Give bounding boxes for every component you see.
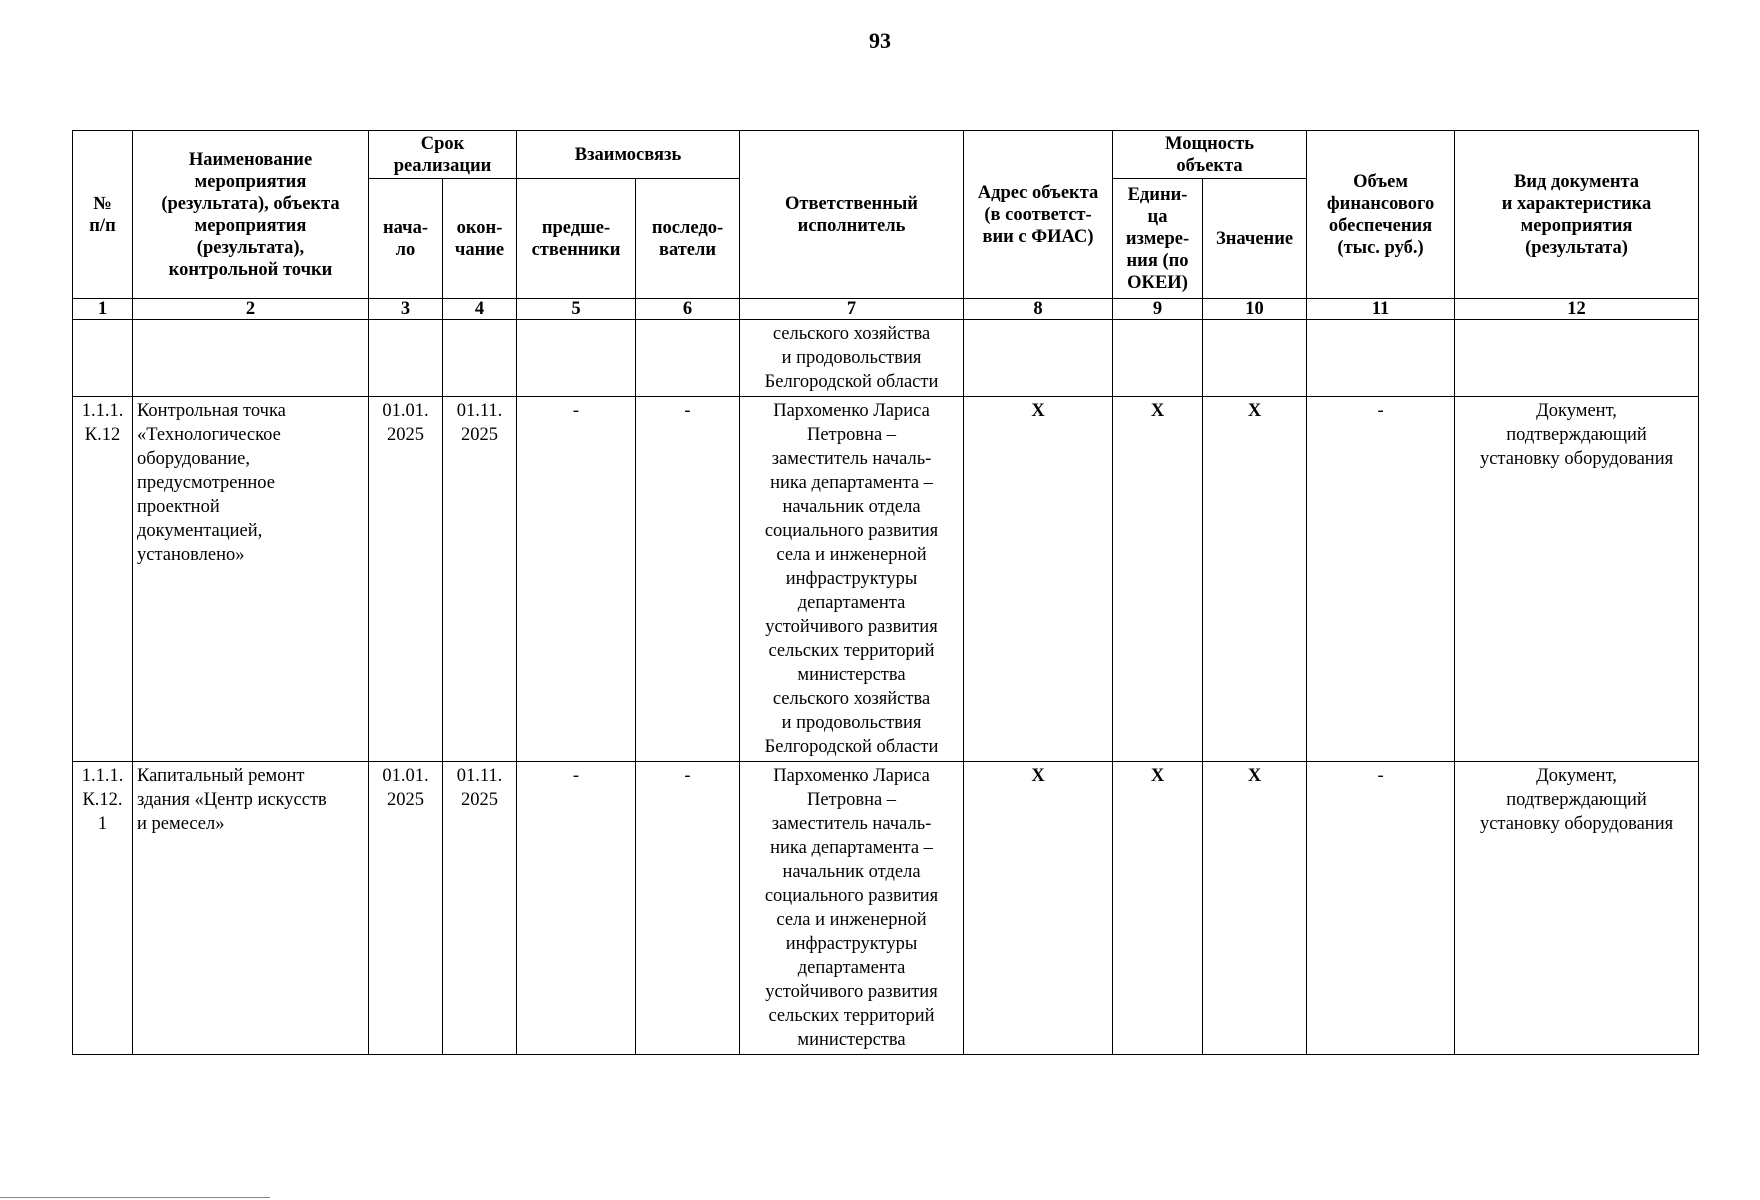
header-name: Наименование мероприятия (результата), объекта мероприятия (результата), контрольной точки <box>133 131 369 299</box>
row-start <box>369 320 443 397</box>
row-doc: Документ, подтверждающий установку оборудования <box>1455 397 1699 762</box>
row-doc <box>1455 320 1699 397</box>
row-num: 1.1.1. К.12 <box>73 397 133 762</box>
row-doc: Документ, подтверждающий установку оборудования <box>1455 762 1699 1055</box>
row-unit: Х <box>1113 762 1203 1055</box>
column-number: 7 <box>740 299 964 320</box>
bottom-rule <box>0 1197 270 1198</box>
row-name: Контрольная точка «Технологическое оборудование, предусмотренное проектной документацией, установлено» <box>133 397 369 762</box>
row-responsible: Пархоменко Лариса Петровна – заместитель началь- ника департамента – начальник отдела социального развития села и инженерной инфраструктуры департамента устойчивого развития сельских территорий министерства <box>740 762 964 1055</box>
column-number: 4 <box>443 299 517 320</box>
row-num: 1.1.1. К.12. 1 <box>73 762 133 1055</box>
column-number: 3 <box>369 299 443 320</box>
row-unit <box>1113 320 1203 397</box>
header-relation-prev: предше- ственники <box>517 179 636 299</box>
row-num <box>73 320 133 397</box>
row-funding: - <box>1307 397 1455 762</box>
header-funding: Объем финансового обеспечения (тыс. руб.) <box>1307 131 1455 299</box>
header-responsible: Ответственный исполнитель <box>740 131 964 299</box>
column-number-row <box>73 299 1699 320</box>
table-row <box>73 762 1699 1055</box>
row-responsible: Пархоменко Лариса Петровна – заместитель началь- ника департамента – начальник отдела социального развития села и инженерной инфраструктуры департамента устойчивого развития сельских территорий министерства сельского хозяйства и продовольствия Белгородской области <box>740 397 964 762</box>
row-address: Х <box>964 762 1113 1055</box>
header-relation-group: Взаимосвязь <box>517 131 740 179</box>
row-next: - <box>636 397 740 762</box>
row-address: Х <box>964 397 1113 762</box>
page-number: 93 <box>869 28 891 53</box>
header-term-group: Срок реализации <box>369 131 517 179</box>
header-capacity-group: Мощность объекта <box>1113 131 1307 179</box>
row-prev: - <box>517 397 636 762</box>
row-end: 01.11. 2025 <box>443 397 517 762</box>
row-value: Х <box>1203 397 1307 762</box>
table-row <box>73 397 1699 762</box>
row-funding <box>1307 320 1455 397</box>
header-capacity-unit: Едини- ца измере- ния (по ОКЕИ) <box>1113 179 1203 299</box>
row-name: Капитальный ремонт здания «Центр искусств и ремесел» <box>133 762 369 1055</box>
column-number: 5 <box>517 299 636 320</box>
header-relation-next: последо- ватели <box>636 179 740 299</box>
row-prev <box>517 320 636 397</box>
header-term-end: окон- чание <box>443 179 517 299</box>
column-number: 10 <box>1203 299 1307 320</box>
column-number: 1 <box>73 299 133 320</box>
column-number: 12 <box>1455 299 1699 320</box>
row-value <box>1203 320 1307 397</box>
row-address <box>964 320 1113 397</box>
row-name <box>133 320 369 397</box>
row-end: 01.11. 2025 <box>443 762 517 1055</box>
header-address: Адрес объекта (в соответст- вии с ФИАС) <box>964 131 1113 299</box>
row-start: 01.01. 2025 <box>369 397 443 762</box>
row-next: - <box>636 762 740 1055</box>
header-term-start: нача- ло <box>369 179 443 299</box>
column-number: 8 <box>964 299 1113 320</box>
header-doc-type: Вид документа и характеристика мероприятия (результата) <box>1455 131 1699 299</box>
row-unit: Х <box>1113 397 1203 762</box>
plan-table <box>72 130 1699 1055</box>
column-number: 9 <box>1113 299 1203 320</box>
column-number: 11 <box>1307 299 1455 320</box>
column-number: 6 <box>636 299 740 320</box>
row-end <box>443 320 517 397</box>
row-funding: - <box>1307 762 1455 1055</box>
header-capacity-value: Значение <box>1203 179 1307 299</box>
column-number: 2 <box>133 299 369 320</box>
row-next <box>636 320 740 397</box>
row-value: Х <box>1203 762 1307 1055</box>
table-row <box>73 320 1699 397</box>
header-num: № п/п <box>73 131 133 299</box>
row-prev: - <box>517 762 636 1055</box>
row-start: 01.01. 2025 <box>369 762 443 1055</box>
row-responsible: сельского хозяйства и продовольствия Белгородской области <box>740 320 964 397</box>
